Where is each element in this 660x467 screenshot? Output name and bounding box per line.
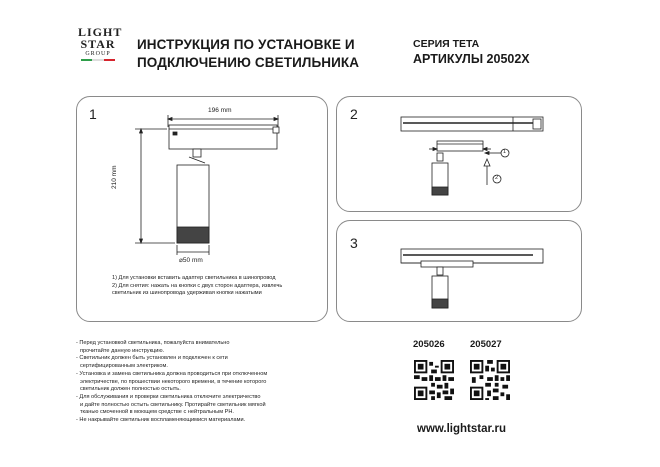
panel-2	[336, 96, 582, 212]
warning-line: прочитайте данную инструкцию.	[80, 347, 165, 354]
title-line-2: ПОДКЛЮЧЕНИЮ СВЕТИЛЬНИКА	[137, 55, 360, 70]
page-title	[137, 36, 377, 72]
diameter-dimension-label: ⌀50 mm	[179, 257, 203, 264]
warning-line: электричестве, по прошествии некоторого времени, в течение которого	[80, 378, 267, 385]
article-code-1: 205026	[413, 339, 445, 350]
qr-code-icon	[414, 360, 454, 400]
articles-label: АРТИКУЛЫ 20502X	[413, 52, 530, 66]
warning-line: тканью смоченной в моющем средстве с нейтральным PH.	[80, 409, 234, 416]
logo-line3: GROUP	[85, 51, 111, 57]
warning-line: сертифицированным электриком.	[80, 363, 168, 370]
height-dimension-label: 210 mm	[111, 165, 118, 189]
installed-luminaire-drawing	[337, 221, 583, 323]
panel-3-number: 3	[350, 235, 358, 251]
panel-3	[336, 220, 582, 322]
warning-line: - Установка и замена светильника должна проводиться при отключенном	[76, 370, 268, 377]
install-note-2-line2: светильник из шинопровода удерживая кнопки нажатыми	[112, 290, 262, 296]
warning-line: - Для обслуживания и проверки светильника отключите электричество	[76, 393, 261, 400]
qr-code-icon	[470, 360, 510, 400]
logo-line1: LIGHT	[78, 25, 123, 39]
safety-instructions	[76, 340, 376, 425]
logo-line2: STAR	[80, 37, 116, 51]
panel-1	[76, 96, 328, 322]
warning-line: - Перед установкой светильника, пожалуйста внимательно	[76, 340, 230, 346]
italian-flag-stripe	[81, 59, 115, 61]
article-code-2: 205027	[470, 339, 502, 350]
step-1-marker: 1	[503, 149, 507, 155]
track-insert-drawing	[337, 97, 583, 213]
warning-line: светильник должен полностью остыть.	[80, 386, 181, 393]
step-2-marker: 2	[495, 175, 499, 181]
width-dimension-label: 196 mm	[208, 107, 232, 114]
panel-1-number: 1	[89, 106, 97, 122]
title-line-1: ИНСТРУКЦИЯ ПО УСТАНОВКЕ И	[137, 37, 355, 52]
install-note-1: 1) Для установки вставить адаптер светильника в шинопровод	[112, 275, 276, 281]
warning-line: и дайте полностью остыть светильнику. Протирайте светильник мягкой	[80, 401, 266, 408]
install-note-2-line1: 2) Для снятия: нажать на кнопки с двух сторон адаптера, извлечь	[112, 283, 283, 289]
panel-2-number: 2	[350, 106, 358, 122]
website-link[interactable]: www.lightstar.ru	[417, 423, 507, 435]
warning-line: - Не накрывайте светильник воспламеняющимися материалами.	[76, 417, 246, 424]
series-label: СЕРИЯ TETA	[413, 38, 480, 50]
brand-logo	[78, 25, 123, 61]
warning-line: - Светильник должен быть установлен и подключен к сети	[76, 355, 228, 362]
